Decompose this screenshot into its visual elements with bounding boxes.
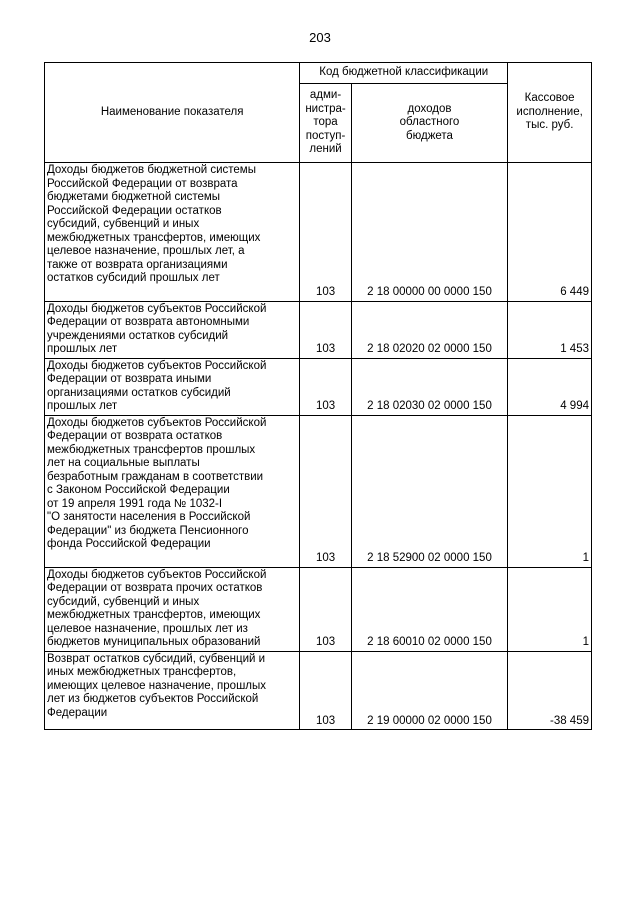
name-line: иных межбюджетных трансфертов, <box>47 666 237 678</box>
name-line: прошлых лет <box>47 400 118 412</box>
header-administrator <box>300 84 351 163</box>
table-row <box>45 163 592 302</box>
header-admin-line: поступ- <box>305 129 346 142</box>
name-line: остатков субсидий прошлых лет <box>47 272 220 284</box>
name-line: также от возврата организациями <box>47 258 228 271</box>
row-admin-code: 103 <box>300 415 351 567</box>
name-line: Российской Федерации остатков <box>47 204 222 217</box>
row-admin-code: 103 <box>300 651 351 730</box>
row-indicator-name <box>45 163 300 302</box>
name-line: фонда Российской Федерации <box>47 538 211 550</box>
name-line: Доходы бюджетов субъектов Российской <box>47 416 267 429</box>
name-line: Федерации от возврата иными <box>47 373 212 385</box>
table-row <box>45 651 592 730</box>
name-line: Доходы бюджетов субъектов Российской <box>47 302 267 315</box>
name-line: имеющих целевое назначение, прошлых <box>47 679 267 692</box>
header-cash-line: Кассовое <box>524 92 575 105</box>
row-amount: -38 459 <box>508 651 592 730</box>
table-row <box>45 415 592 567</box>
row-admin-code: 103 <box>300 567 351 651</box>
name-line: субсидий, субвенций и иных <box>47 595 200 608</box>
name-line: Доходы бюджетов субъектов Российской <box>47 359 267 372</box>
header-admin-line: адми- <box>309 89 342 102</box>
header-income-line: областного <box>399 116 460 129</box>
name-line: бюджетов муниципальных образований <box>47 636 261 648</box>
spacer <box>47 552 297 566</box>
header-budget-classification-code: Код бюджетной классификации <box>300 63 508 84</box>
row-indicator-name <box>45 415 300 567</box>
row-admin-code: 103 <box>300 358 351 415</box>
name-line: "О занятости населения в Российской <box>47 511 251 523</box>
name-line: межбюджетных трансфертов, имеющих <box>47 231 261 244</box>
name-line: учреждениями остатков субсидий <box>47 329 229 342</box>
row-indicator-name <box>45 301 300 358</box>
name-line: Возврат остатков субсидий, субвенций и <box>47 652 266 665</box>
row-indicator-name <box>45 567 300 651</box>
name-line: безработным гражданам в соответствии <box>47 470 264 483</box>
header-cash-line: исполнение, <box>516 105 583 118</box>
name-line: с Законом Российской Федерации <box>47 484 230 496</box>
name-line: лет из бюджетов субъектов Российской <box>47 693 259 705</box>
header-income-line: доходов <box>407 102 452 115</box>
name-line: целевое назначение, прошлых лет из <box>47 622 248 635</box>
name-line: Федерации" из бюджета Пенсионного <box>47 524 249 537</box>
header-regional-income <box>351 84 507 163</box>
header-admin-line: лений <box>309 143 342 156</box>
name-line: организациями остатков субсидий <box>47 386 231 399</box>
header-admin-line: нистра- <box>305 102 346 115</box>
name-line: Доходы бюджетов субъектов Российской <box>47 568 267 581</box>
name-line: целевое назначение, прошлых лет, а <box>47 245 245 257</box>
spacer <box>47 286 297 300</box>
name-line: Федерации <box>47 706 108 719</box>
row-classification-code: 2 19 00000 02 0000 150 <box>351 651 507 730</box>
name-line: лет на социальные выплаты <box>47 457 200 469</box>
row-indicator-name <box>45 358 300 415</box>
row-classification-code: 2 18 02020 02 0000 150 <box>351 301 507 358</box>
row-classification-code: 2 18 52900 02 0000 150 <box>351 415 507 567</box>
row-classification-code: 2 18 60010 02 0000 150 <box>351 567 507 651</box>
table-row <box>45 567 592 651</box>
name-line: Доходы бюджетов бюджетной системы <box>47 164 256 176</box>
name-line: субсидий, субвенций и иных <box>47 218 200 230</box>
row-admin-code: 103 <box>300 301 351 358</box>
row-indicator-name <box>45 651 300 730</box>
table-row <box>45 358 592 415</box>
row-amount: 1 <box>508 415 592 567</box>
name-line: Федерации от возврата автономными <box>47 316 250 328</box>
name-line: прошлых лет <box>47 343 118 355</box>
header-admin-line: тора <box>313 116 338 129</box>
name-line: Российской Федерации от возврата <box>47 177 238 190</box>
header-cash-execution <box>508 63 592 163</box>
row-amount: 4 994 <box>508 358 592 415</box>
header-indicator-name: Наименование показателя <box>45 63 300 163</box>
name-line: межбюджетных трансфертов, имеющих <box>47 609 261 621</box>
table-row <box>45 301 592 358</box>
spacer <box>47 720 297 728</box>
row-amount: 6 449 <box>508 163 592 302</box>
row-amount: 1 453 <box>508 301 592 358</box>
budget-table <box>44 62 592 730</box>
table-body <box>45 163 592 730</box>
page-number: 203 <box>309 30 331 45</box>
name-line: межбюджетных трансфертов прошлых <box>47 443 256 456</box>
table-header <box>45 63 592 163</box>
name-line: Федерации от возврата прочих остатков <box>47 582 263 594</box>
header-cash-line: тыс. руб. <box>525 119 574 132</box>
row-classification-code: 2 18 00000 00 0000 150 <box>351 163 507 302</box>
name-line: от 19 апреля 1991 года № 1032-I <box>47 497 223 510</box>
header-income-line: бюджета <box>406 129 453 142</box>
row-classification-code: 2 18 02030 02 0000 150 <box>351 358 507 415</box>
row-admin-code: 103 <box>300 163 351 302</box>
row-amount: 1 <box>508 567 592 651</box>
name-line: бюджетами бюджетной системы <box>47 191 221 203</box>
name-line: Федерации от возврата остатков <box>47 430 223 442</box>
